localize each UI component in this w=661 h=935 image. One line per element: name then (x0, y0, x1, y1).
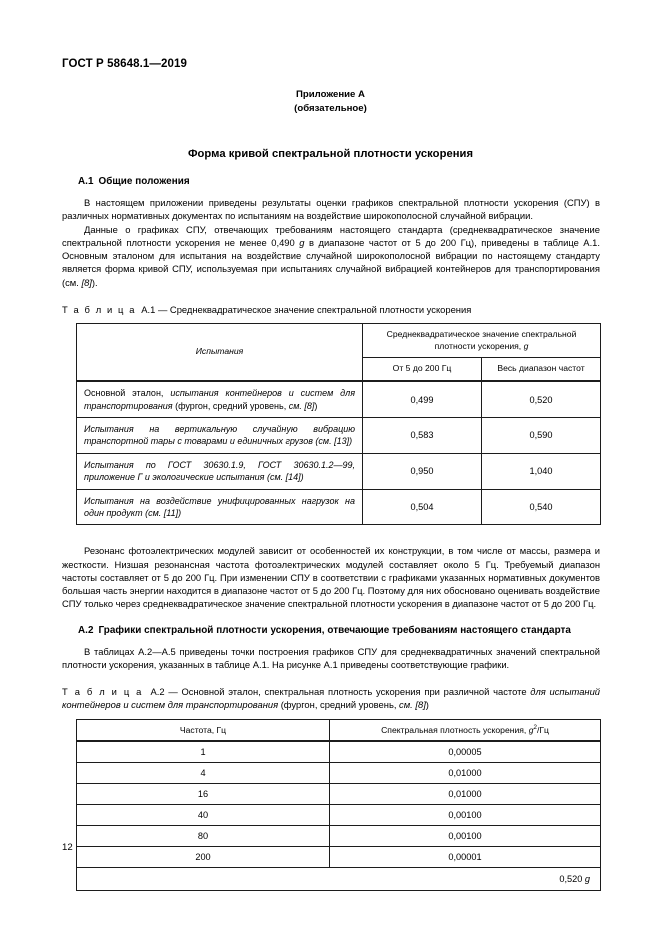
section-number-a2: А.2 (78, 624, 94, 636)
table-a2-row-1-psd: 0,01000 (330, 762, 601, 783)
table-a2-row-3-psd: 0,00100 (330, 804, 601, 825)
table-a2-row-5-psd: 0,00001 (330, 846, 601, 867)
table-a1-row-1-v1: 0,583 (363, 417, 482, 453)
paragraph-a1-2-part2: в диапазоне частот от 5 до 200 Гц), приведены в таблице А.1. Основным эталоном для испытания на воздействие случайной широкополосной вибрации по настоящему стандарту является форма кривой СПУ, используемая при испытаниях случайной вибрацией контейнеров для транспортирования (см. (62, 236, 600, 288)
table-a1-header-row-1 (77, 324, 601, 358)
table-row (77, 762, 601, 783)
table-a2-caption-prefix: Т а б л и ц а (62, 686, 143, 698)
table-row (77, 825, 601, 846)
page-number: 12 (62, 842, 73, 853)
table-a2-total-unit: g (584, 873, 590, 884)
table-a2-caption-roman-3: ) (425, 699, 429, 711)
table-row (77, 489, 601, 525)
table-a1-body (77, 381, 601, 525)
table-a2-caption-italic-2: см. [8] (399, 699, 426, 711)
table-a1 (76, 323, 601, 525)
table-a2-total-value: 0,520 (559, 873, 585, 884)
table-a2-row-5-freq: 200 (77, 846, 330, 867)
table-row (77, 741, 601, 763)
table-row (77, 846, 601, 867)
row-0-roman-3: ) (314, 400, 318, 411)
table-a1-row-3-desc: Испытания на воздействие унифицированных нагрузок на один продукт (см. [11]) (77, 489, 363, 525)
table-row (77, 381, 601, 417)
table-a1-row-0-v1: 0,499 (363, 381, 482, 417)
table-a1-row-2-desc: Испытания по ГОСТ 30630.1.9, ГОСТ 30630.1.2—99, приложение Г и экологические испытания (см. [14]) (77, 453, 363, 489)
table-a1-row-3-v1: 0,504 (363, 489, 482, 525)
table-a2-header-row (77, 719, 601, 741)
table-a1-col-range-full: Весь диапазон частот (482, 358, 601, 381)
table-a2-total-row (77, 867, 601, 890)
table-a1-group-label: Среднеквадратическое значение спектральной плотности ускорения, (386, 329, 577, 351)
table-a2-col-psd-per-hz: /Гц (536, 724, 549, 735)
annex-title: Форма кривой спектральной плотности ускорения (187, 148, 474, 160)
table-a1-col-range-5-200: От 5 до 200 Гц (363, 358, 482, 381)
table-a2-row-0-freq: 1 (77, 741, 330, 763)
section-heading-a1 (62, 176, 600, 187)
table-a2-col-psd (330, 719, 601, 741)
table-a2-caption-roman-2: (фургон, средний уровень, (280, 699, 400, 711)
table-a1-row-0-v2: 0,520 (482, 381, 601, 417)
table-a1-col-group (363, 324, 601, 358)
table-row (77, 453, 601, 489)
table-a1-row-3-v2: 0,540 (482, 489, 601, 525)
table-a2-head (77, 719, 601, 741)
table-a2-caption-italic-1: для испытаний контейнеров и систем для транспортирования (62, 686, 600, 711)
table-a2-col-psd-label: Спектральная плотность ускорения, (381, 724, 529, 735)
table-a2-row-4-freq: 80 (77, 825, 330, 846)
table-a1-row-2-v1: 0,950 (363, 453, 482, 489)
section-number-a1: А.1 (78, 176, 94, 187)
paragraph-a1-2 (62, 223, 600, 289)
table-a2-row-3-freq: 40 (77, 804, 330, 825)
table-a1-group-unit-g: g (523, 340, 529, 351)
row-0-italic-1: испытания контейнеров и систем для транспортирования (84, 388, 356, 411)
table-a2-row-1-freq: 4 (77, 762, 330, 783)
table-a2-col-frequency: Частота, Гц (77, 719, 330, 741)
table-a2-caption (62, 685, 600, 712)
table-a2-body (77, 741, 601, 868)
table-row (77, 417, 601, 453)
table-a2-caption-roman-1: — Основной эталон, спектральная плотность ускорения при различной частоте (168, 686, 531, 698)
table-a2-row-2-psd: 0,01000 (330, 783, 601, 804)
table-a2-col-psd-exponent: 2 (533, 723, 537, 731)
section-title-a1: Общие положения (98, 176, 190, 187)
section-title-a2: Графики спектральной плотности ускорения, отвечающие требованиям настоящего стандарта (98, 624, 571, 636)
row-0-roman-2: (фургон, средний уровень, (175, 400, 289, 411)
reference-8: [8] (81, 276, 92, 288)
table-a1-row-0-desc (77, 381, 363, 417)
running-head: ГОСТ Р 58648.1—2019 (62, 58, 187, 70)
table-a2-row-0-psd: 0,00005 (330, 741, 601, 763)
table-a2-total-cell (77, 867, 601, 890)
paragraph-a2-1: В таблицах А.2—А.5 приведены точки построения графиков СПУ для среднеквадратичных значений спектральной плотности ускорения, указанных в таблице А.1. На рисунке А.1 приведены соответствующие графики. (62, 645, 600, 670)
symbol-g: g (299, 236, 305, 248)
table-a1-row-1-desc: Испытания на вертикальную случайную вибрацию транспортной тары с товарами и единичных грузов (см. [13]) (77, 417, 363, 453)
annex-header (0, 88, 661, 116)
annex-status: (обязательное) (294, 102, 367, 114)
paragraph-a1-2-part3: ). (91, 276, 98, 288)
table-a1-caption (62, 303, 600, 316)
table-a1-row-1-v2: 0,590 (482, 417, 601, 453)
paragraph-a1-2-part1: Данные о графиках СПУ, отвечающих требованиям настоящего стандарта (среднеквадратическое значение спектральной плотности ускорения не менее 0,490 (62, 223, 600, 248)
row-0-roman-1: Основной эталон, (84, 388, 171, 399)
table-a2-col-psd-g: g (528, 724, 534, 735)
paragraph-a1-1: В настоящем приложении приведены результаты оценки графиков спектральной плотности ускорения (СПУ) в различных нормативных документах по испытаниям на воздействие широкополосной случайной вибрации. (62, 197, 600, 222)
section-heading-a2 (62, 625, 600, 636)
paragraph-a1-3: Резонанс фотоэлектрических модулей зависит от особенностей их конструкции, в том числе от массы, размера и жесткости. Низшая резонансная частота фотоэлектрических модулей составляет около 5 Гц. Требуемый диапазон частоты составляет от 5 до 200 Гц. При изменении СПУ в соответствии с графиками указанных нормативных документов большая часть энергии находится в диапазоне частот от 5 до 200 Гц. Поэтому для них обосновано оценивать воздействие СПУ только через среднеквадратическое значение спектральной плотности ускорения в диапазоне частот от 5 до 200 Гц. (62, 545, 600, 610)
table-row (77, 783, 601, 804)
table-a2-row-2-freq: 16 (77, 783, 330, 804)
table-row (77, 804, 601, 825)
table-a1-caption-number: А.1 (141, 303, 156, 315)
table-a1-caption-text: — Среднеквадратическое значение спектральной плотности ускорения (157, 303, 472, 315)
table-a1-row-2-v2: 1,040 (482, 453, 601, 489)
table-a1-col-tests: Испытания (77, 324, 363, 382)
table-a1-head (77, 324, 601, 382)
annex-label: Приложение А (296, 89, 365, 100)
row-0-italic-2: см. [8] (288, 400, 315, 411)
document-content (62, 176, 600, 891)
table-a1-caption-prefix: Т а б л и ц а (62, 303, 137, 315)
table-a2-caption-number: А.2 (150, 686, 165, 698)
table-a2 (76, 719, 601, 891)
table-a2-foot (77, 867, 601, 890)
table-a2-row-4-psd: 0,00100 (330, 825, 601, 846)
